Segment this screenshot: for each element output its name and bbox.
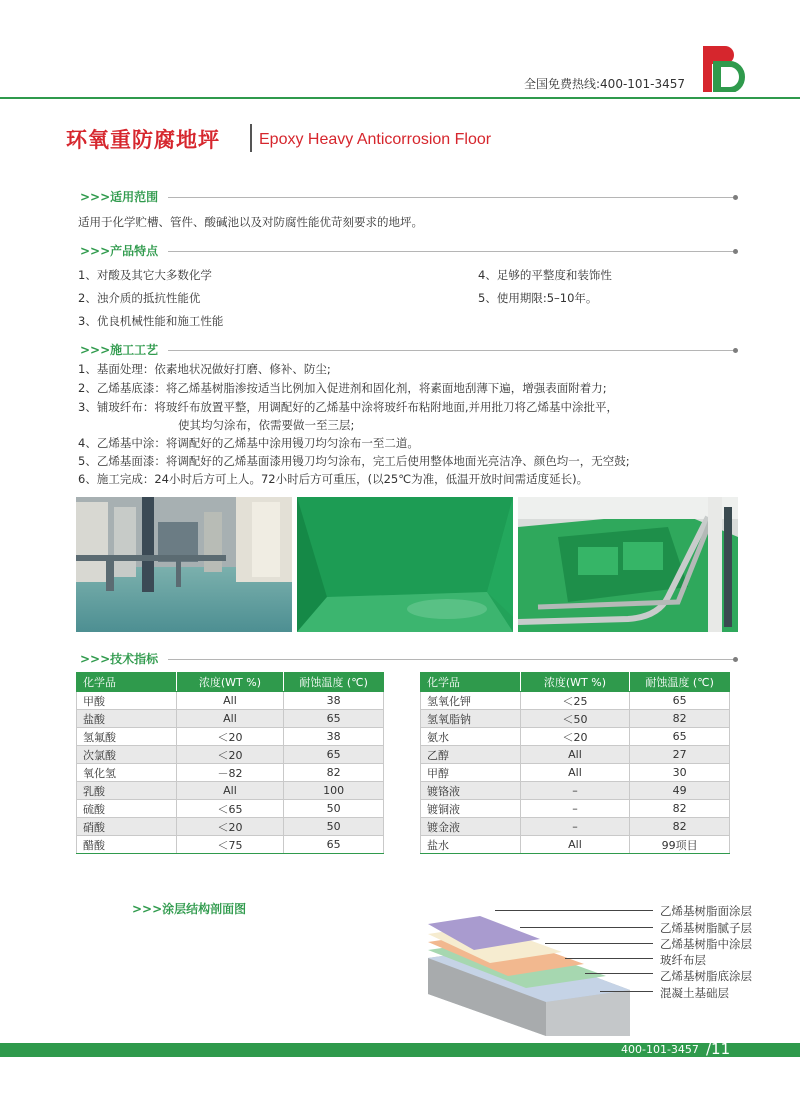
layer-label: 乙烯基树脂腻子层 [660, 921, 752, 935]
table-cell: 30 [630, 764, 730, 782]
table-cell: 65 [284, 710, 384, 728]
column-header: 浓度(WT %) [520, 673, 630, 692]
table-cell: – [520, 800, 630, 818]
table-row [421, 800, 730, 818]
table-row [77, 764, 384, 782]
spec-table-right [420, 672, 730, 854]
table-cell: All [176, 782, 284, 800]
table-cell: – [520, 782, 630, 800]
table-cell: 镀金液 [421, 818, 521, 836]
table-cell: 氨水 [421, 728, 521, 746]
table-cell: ＜25 [520, 692, 630, 710]
table-cell: 乳酸 [77, 782, 177, 800]
process-step: 4、乙烯基中涂：将调配好的乙烯基中涂用镘刀均匀涂布一至二道。 [78, 436, 419, 450]
table-row [77, 692, 384, 710]
page-title-en: Epoxy Heavy Anticorrosion Floor [259, 131, 492, 148]
table-cell: 硫酸 [77, 800, 177, 818]
table-cell: 65 [284, 836, 384, 854]
section-heading-scope: >>>适用范围 [80, 190, 159, 204]
table-header-row [77, 673, 384, 692]
table-cell: 镀铜液 [421, 800, 521, 818]
section-rule [168, 659, 736, 660]
table-cell: 氧化氢 [77, 764, 177, 782]
table-cell: 醋酸 [77, 836, 177, 854]
coating-structure-diagram [428, 906, 648, 1036]
pb-logo-icon [703, 44, 745, 92]
process-step: 5、乙烯基面漆：将调配好的乙烯基面漆用镘刀均匀涂布，完工后使用整体地面光亮洁净、颜色均一，无空鼓; [78, 454, 630, 468]
table-cell: 99项目 [630, 836, 730, 854]
column-header: 耐蚀温度 (℃) [284, 673, 384, 692]
table-cell: 65 [284, 746, 384, 764]
table-row [77, 800, 384, 818]
section-heading-structure: >>>涂层结构剖面图 [132, 902, 247, 916]
section-rule [168, 350, 736, 351]
table-cell: －82 [176, 764, 284, 782]
table-row [77, 782, 384, 800]
layer-label: 乙烯基树脂底涂层 [660, 969, 752, 983]
section-rule [168, 197, 736, 198]
table-cell: All [176, 710, 284, 728]
table-cell: All [176, 692, 284, 710]
section-rule-dot [733, 348, 738, 353]
table-row [421, 710, 730, 728]
feature-item: 4、足够的平整度和装饰性 [478, 268, 612, 282]
table-row [421, 728, 730, 746]
table-cell: 50 [284, 818, 384, 836]
layer-label: 乙烯基树脂面涂层 [660, 904, 752, 918]
table-cell: ＜20 [176, 746, 284, 764]
table-cell: All [520, 764, 630, 782]
table-cell: 甲酸 [77, 692, 177, 710]
table-cell: 82 [630, 710, 730, 728]
table-cell: ＜65 [176, 800, 284, 818]
table-cell: 65 [630, 728, 730, 746]
process-step: 1、基面处理：依素地状况做好打磨、修补、防尘; [78, 362, 331, 376]
factory-floor-photo [76, 497, 292, 632]
section-rule-dot [733, 657, 738, 662]
table-cell: ＜20 [520, 728, 630, 746]
scope-text: 适用于化学贮槽、管件、酸碱池以及对防腐性能优苛刻要求的地坪。 [78, 215, 423, 229]
leader-line [520, 927, 653, 928]
table-row [421, 818, 730, 836]
title-separator [250, 124, 252, 152]
table-cell: All [520, 836, 630, 854]
table-cell: 盐水 [421, 836, 521, 854]
table-cell: 49 [630, 782, 730, 800]
table-cell: 盐酸 [77, 710, 177, 728]
table-header-row [421, 673, 730, 692]
table-cell: 82 [630, 818, 730, 836]
table-row [421, 764, 730, 782]
leader-line [565, 958, 653, 959]
table-cell: 82 [284, 764, 384, 782]
table-cell: 100 [284, 782, 384, 800]
section-rule-dot [733, 249, 738, 254]
table-cell: 硝酸 [77, 818, 177, 836]
table-cell: 50 [284, 800, 384, 818]
page-number: /11 [706, 1040, 731, 1058]
process-step: 3、铺玻纤布：将玻纤布放置平整，用调配好的乙烯基中涂将玻纤布粘附地面,并用批刀将乙烯基中涂批平， [78, 400, 618, 414]
footer-phone: 400-101-3457 [621, 1043, 699, 1056]
table-cell: 镀铬液 [421, 782, 521, 800]
process-step: 2、乙烯基底漆：将乙烯基树脂渗按适当比例加入促进剂和固化剂，将素面地刮薄下遍，增强表面附着力; [78, 381, 607, 395]
layer-label: 混凝土基础层 [660, 986, 729, 1000]
spec-table-left [76, 672, 384, 854]
section-heading-features: >>>产品特点 [80, 244, 159, 258]
table-row [77, 710, 384, 728]
table-cell: 次氯酸 [77, 746, 177, 764]
table-row [421, 692, 730, 710]
table-cell: All [520, 746, 630, 764]
column-header: 化学品 [77, 673, 177, 692]
section-heading-process: >>>施工工艺 [80, 343, 159, 357]
page-title-cn: 环氧重防腐地坪 [66, 128, 220, 152]
table-cell: 38 [284, 692, 384, 710]
process-step: 6、施工完成：24小时后方可上人。72小时后方可重压，(以25℃为准，低温开放时间需适度延长)。 [78, 472, 589, 486]
feature-item: 1、对酸及其它大多数化学 [78, 268, 212, 282]
table-cell: 氢氧脂钠 [421, 710, 521, 728]
column-header: 化学品 [421, 673, 521, 692]
table-cell: 乙醇 [421, 746, 521, 764]
table-cell: ＜50 [520, 710, 630, 728]
feature-item: 3、优良机械性能和施工性能 [78, 314, 224, 328]
table-cell: 氢氧化钾 [421, 692, 521, 710]
layer-label: 乙烯基树脂中涂层 [660, 937, 752, 951]
section-rule [168, 251, 736, 252]
process-step: 使其均匀涂布，依需要做一至三层; [178, 418, 355, 432]
pool-railing-photo [518, 497, 738, 632]
section-heading-specs: >>>技术指标 [80, 652, 159, 666]
hotline-text: 全国免费热线:400-101-3457 [524, 77, 686, 91]
table-cell: 甲醇 [421, 764, 521, 782]
column-header: 浓度(WT %) [176, 673, 284, 692]
layer-label: 玻纤布层 [660, 953, 706, 967]
table-cell: ＜20 [176, 818, 284, 836]
green-tank-photo [297, 497, 513, 632]
table-row [421, 746, 730, 764]
table-cell: ＜20 [176, 728, 284, 746]
leader-line [585, 973, 653, 974]
header-rule [0, 97, 800, 99]
table-row [421, 782, 730, 800]
leader-line [600, 991, 653, 992]
column-header: 耐蚀温度 (℃) [630, 673, 730, 692]
table-row [77, 728, 384, 746]
table-cell: 65 [630, 692, 730, 710]
feature-item: 5、使用期限:5–10年。 [478, 291, 598, 305]
table-row [77, 746, 384, 764]
section-rule-dot [733, 195, 738, 200]
table-row [77, 836, 384, 854]
table-row [421, 836, 730, 854]
leader-line [545, 943, 653, 944]
feature-item: 2、浊介质的抵抗性能优 [78, 291, 201, 305]
table-cell: ＜75 [176, 836, 284, 854]
table-cell: – [520, 818, 630, 836]
table-cell: 氢氟酸 [77, 728, 177, 746]
leader-line [495, 910, 653, 911]
table-row [77, 818, 384, 836]
table-cell: 27 [630, 746, 730, 764]
table-cell: 82 [630, 800, 730, 818]
table-cell: 38 [284, 728, 384, 746]
